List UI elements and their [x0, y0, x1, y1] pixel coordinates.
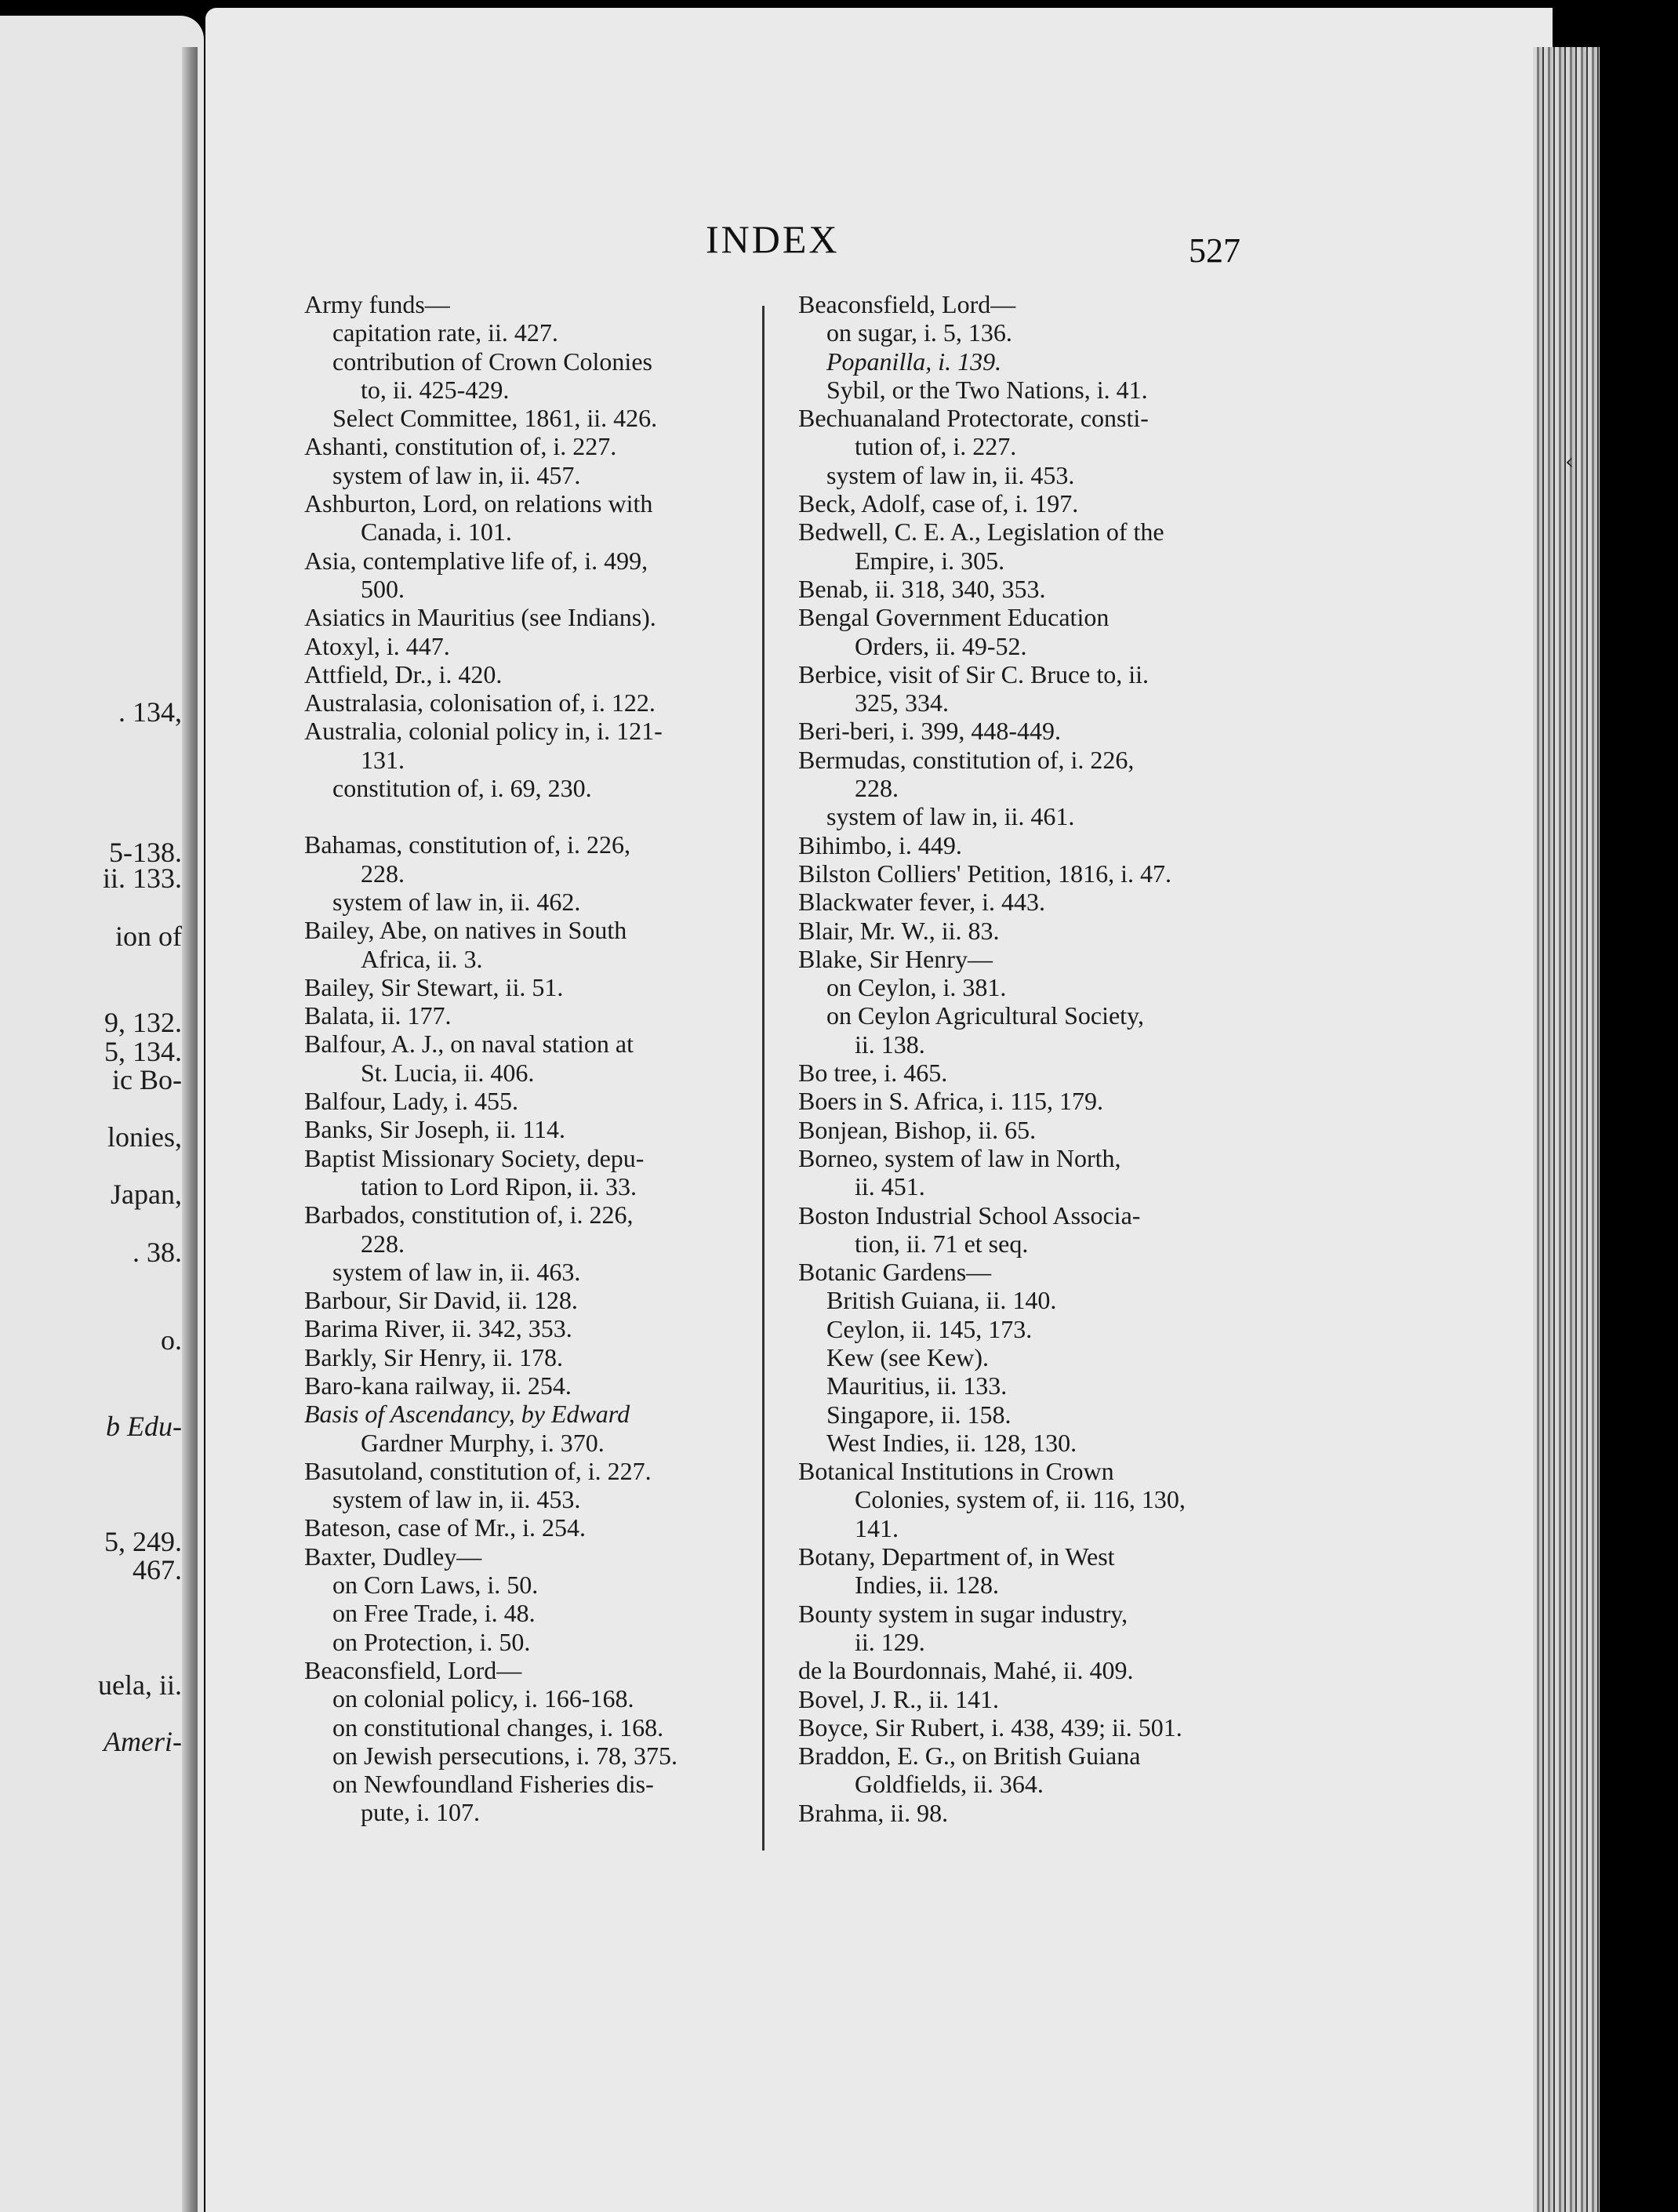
index-entry: Bo tree, i. 465.	[798, 1059, 948, 1088]
index-subentry: Popanilla, i. 139.	[826, 347, 1002, 376]
index-entry: Botanic Gardens—	[798, 1258, 992, 1287]
index-entry: Blackwater fever, i. 443.	[798, 888, 1046, 917]
prev-fragment: Ameri-	[104, 1726, 182, 1757]
index-entry: Ashburton, Lord, on relations with	[304, 489, 653, 518]
index-entry: Bermudas, constitution of, i. 226,	[798, 745, 1135, 774]
index-entry: Borneo, system of law in North,	[798, 1143, 1121, 1172]
index-entry-continuation: ii. 451.	[855, 1172, 925, 1201]
index-entry: Brahma, ii. 98.	[798, 1798, 949, 1827]
index-subentry: Select Committee, 1861, ii. 426.	[332, 404, 658, 433]
index-entry: Bonjean, Bishop, ii. 65.	[798, 1115, 1037, 1144]
index-entry: Baxter, Dudley—	[304, 1542, 482, 1571]
index-entry: Balata, ii. 177.	[304, 1001, 452, 1030]
index-subentry: Ceylon, ii. 145, 173.	[826, 1314, 1033, 1343]
index-entry-continuation: Indies, ii. 128.	[855, 1571, 999, 1600]
index-entry: Basis of Ascendancy, by Edward	[304, 1400, 630, 1429]
index-entry: Balfour, A. J., on naval station at	[304, 1030, 634, 1059]
index-entry-continuation: 228.	[361, 1229, 405, 1258]
index-subentry: on Newfoundland Fisheries dis-	[332, 1770, 654, 1799]
index-entry-continuation: Orders, ii. 49-52.	[855, 631, 1027, 660]
index-entry-continuation: Gardner Murphy, i. 370.	[361, 1428, 605, 1457]
index-subentry: on Free Trade, i. 48.	[332, 1599, 536, 1628]
index-entry-continuation: Africa, ii. 3.	[361, 944, 483, 973]
index-entry: Beaconsfield, Lord—	[798, 290, 1016, 318]
index-entry: Bedwell, C. E. A., Legislation of the	[798, 518, 1164, 547]
index-entry-continuation: 228.	[855, 774, 899, 803]
index-entry: Bengal Government Education	[798, 603, 1110, 632]
index-entry: Baptist Missionary Society, depu-	[304, 1143, 645, 1172]
index-entry: Attfield, Dr., i. 420.	[304, 659, 503, 688]
page-edges	[1533, 47, 1600, 2212]
index-entry-continuation: pute, i. 107.	[361, 1798, 480, 1827]
index-entry: Barbour, Sir David, ii. 128.	[304, 1286, 578, 1315]
index-entry: Atoxyl, i. 447.	[304, 631, 450, 660]
index-subentry: constitution of, i. 69, 230.	[332, 774, 592, 803]
edge-mark: ‹	[1565, 449, 1574, 474]
index-subentry: contribution of Crown Colonies	[332, 347, 652, 376]
index-entry: Bateson, case of Mr., i. 254.	[304, 1513, 587, 1542]
index-entry-continuation: Empire, i. 305.	[855, 546, 1005, 575]
index-entry-continuation: 141.	[855, 1513, 899, 1542]
index-subentry: Sybil, or the Two Nations, i. 41.	[826, 375, 1148, 404]
index-subentry: on Jewish persecutions, i. 78, 375.	[332, 1741, 677, 1770]
index-entry-continuation: Canada, i. 101.	[361, 518, 512, 547]
index-subentry: on constitutional changes, i. 168.	[332, 1713, 664, 1742]
prev-fragment: Japan,	[111, 1179, 182, 1210]
index-entry: Barima River, ii. 342, 353.	[304, 1314, 572, 1343]
index-entry: Beri-beri, i. 399, 448-449.	[798, 717, 1062, 746]
book-gutter	[182, 47, 198, 2212]
index-entry: Blair, Mr. W., ii. 83.	[798, 916, 1000, 945]
index-subentry: system of law in, ii. 453.	[332, 1485, 581, 1514]
column-divider	[762, 306, 765, 1851]
index-subentry: on Corn Laws, i. 50.	[332, 1571, 539, 1600]
prev-fragment: b Edu-	[106, 1411, 182, 1442]
index-entry-continuation: ii. 138.	[855, 1030, 925, 1059]
index-entry: Balfour, Lady, i. 455.	[304, 1087, 519, 1116]
index-entry: Botanical Institutions in Crown	[798, 1457, 1114, 1486]
index-column-left	[304, 290, 759, 1827]
index-subentry: system of law in, ii. 463.	[332, 1257, 581, 1286]
prev-fragment: 9, 132.	[104, 1007, 182, 1038]
index-entry-continuation: 325, 334.	[855, 688, 949, 717]
index-entry-continuation: Colonies, system of, ii. 116, 130,	[855, 1485, 1186, 1514]
index-entry: Bounty system in sugar industry,	[798, 1599, 1128, 1628]
index-entry-continuation: ii. 129.	[855, 1627, 925, 1656]
prev-fragment: 467.	[133, 1554, 182, 1585]
index-entry: Boston Industrial School Associa-	[798, 1200, 1141, 1229]
index-entry: Botany, Department of, in West	[798, 1542, 1115, 1571]
index-entry: Barkly, Sir Henry, ii. 178.	[304, 1342, 564, 1371]
prev-fragment: o.	[161, 1324, 182, 1356]
index-subentry: on Ceylon, i. 381.	[826, 973, 1007, 1002]
prev-fragment: . 134,	[118, 696, 182, 728]
index-entry: Army funds—	[304, 290, 450, 318]
prev-fragment: ion of	[115, 921, 182, 952]
index-subentry: on sugar, i. 5, 136.	[826, 318, 1012, 347]
index-entry: Basutoland, constitution of, i. 227.	[304, 1456, 652, 1485]
prev-fragment: . 38.	[133, 1237, 182, 1268]
index-entry: Boers in S. Africa, i. 115, 179.	[798, 1087, 1103, 1116]
previous-page	[0, 16, 204, 2212]
index-entry: Asia, contemplative life of, i. 499,	[304, 546, 648, 575]
page-title: INDEX	[706, 217, 840, 261]
index-entry: Bechuanaland Protectorate, consti-	[798, 404, 1149, 433]
index-subentry: system of law in, ii. 462.	[332, 887, 581, 916]
index-entry: Benab, ii. 318, 340, 353.	[798, 574, 1046, 603]
index-entry: Australia, colonial policy in, i. 121-	[304, 717, 663, 746]
index-entry: Braddon, E. G., on British Guiana	[798, 1742, 1141, 1771]
index-subentry: system of law in, ii. 461.	[826, 802, 1075, 831]
index-entry-continuation: 131.	[361, 745, 405, 774]
index-entry: Boyce, Sir Rubert, i. 438, 439; ii. 501.	[798, 1713, 1182, 1742]
prev-fragment: ii. 133.	[102, 863, 182, 894]
prev-fragment: 5, 249.	[104, 1526, 182, 1557]
index-entry: Barbados, constitution of, i. 226,	[304, 1200, 634, 1229]
index-entry: Berbice, visit of Sir C. Bruce to, ii.	[798, 659, 1150, 688]
index-entry: Bovel, J. R., ii. 141.	[798, 1684, 1000, 1713]
index-entry: Baro-kana railway, ii. 254.	[304, 1371, 572, 1400]
index-entry: Bihimbo, i. 449.	[798, 830, 962, 859]
index-subentry: system of law in, ii. 453.	[826, 460, 1075, 489]
index-entry-continuation: St. Lucia, ii. 406.	[361, 1058, 535, 1087]
index-entry-continuation: Goldfields, ii. 364.	[855, 1770, 1044, 1799]
index-entry-continuation: 500.	[361, 574, 405, 603]
index-entry: Asiatics in Mauritius (see Indians).	[304, 603, 656, 632]
prev-fragment: uela, ii.	[98, 1669, 182, 1701]
index-entry: Bahamas, constitution of, i. 226,	[304, 830, 630, 859]
index-subentry: West Indies, ii. 128, 130.	[826, 1428, 1077, 1457]
index-entry: Australasia, colonisation of, i. 122.	[304, 688, 656, 717]
index-entry-continuation: tution of, i. 227.	[855, 432, 1017, 461]
index-entry-continuation: 228.	[361, 859, 405, 888]
prev-fragment: lonies,	[107, 1121, 182, 1153]
index-entry: Bilston Colliers' Petition, 1816, i. 47.	[798, 859, 1172, 888]
index-subentry: British Guiana, ii. 140.	[826, 1286, 1057, 1315]
index-subentry: on Protection, i. 50.	[332, 1627, 531, 1656]
index-subentry: on Ceylon Agricultural Society,	[826, 1001, 1144, 1030]
index-entry-continuation: tion, ii. 71 et seq.	[855, 1229, 1029, 1258]
index-subentry: Singapore, ii. 158.	[826, 1400, 1012, 1429]
index-column-right	[798, 290, 1250, 1827]
index-subentry: system of law in, ii. 457.	[332, 460, 581, 489]
index-entry: Ashanti, constitution of, i. 227.	[304, 432, 617, 461]
index-entry: Bailey, Abe, on natives in South	[304, 916, 627, 945]
page-number: 527	[1189, 231, 1240, 270]
index-entry: Blake, Sir Henry—	[798, 944, 993, 973]
prev-fragment: 5-138.	[109, 837, 182, 868]
index-entry: Bailey, Sir Stewart, ii. 51.	[304, 972, 564, 1001]
index-entry: de la Bourdonnais, Mahé, ii. 409.	[798, 1656, 1134, 1685]
prev-fragment: 5, 134.	[104, 1036, 182, 1067]
index-subentry: Kew (see Kew).	[826, 1342, 990, 1371]
index-entry: Beaconsfield, Lord—	[304, 1655, 522, 1684]
index-subentry: on colonial policy, i. 166-168.	[332, 1684, 634, 1713]
index-entry-continuation: to, ii. 425-429.	[361, 375, 510, 404]
index-subentry: capitation rate, ii. 427.	[332, 318, 558, 347]
index-entry-continuation: tation to Lord Ripon, ii. 33.	[361, 1171, 637, 1200]
prev-fragment: ic Bo-	[112, 1064, 182, 1095]
index-entry: Banks, Sir Joseph, ii. 114.	[304, 1115, 566, 1144]
index-subentry: Mauritius, ii. 133.	[826, 1371, 1008, 1400]
index-entry: Beck, Adolf, case of, i. 197.	[798, 489, 1079, 518]
